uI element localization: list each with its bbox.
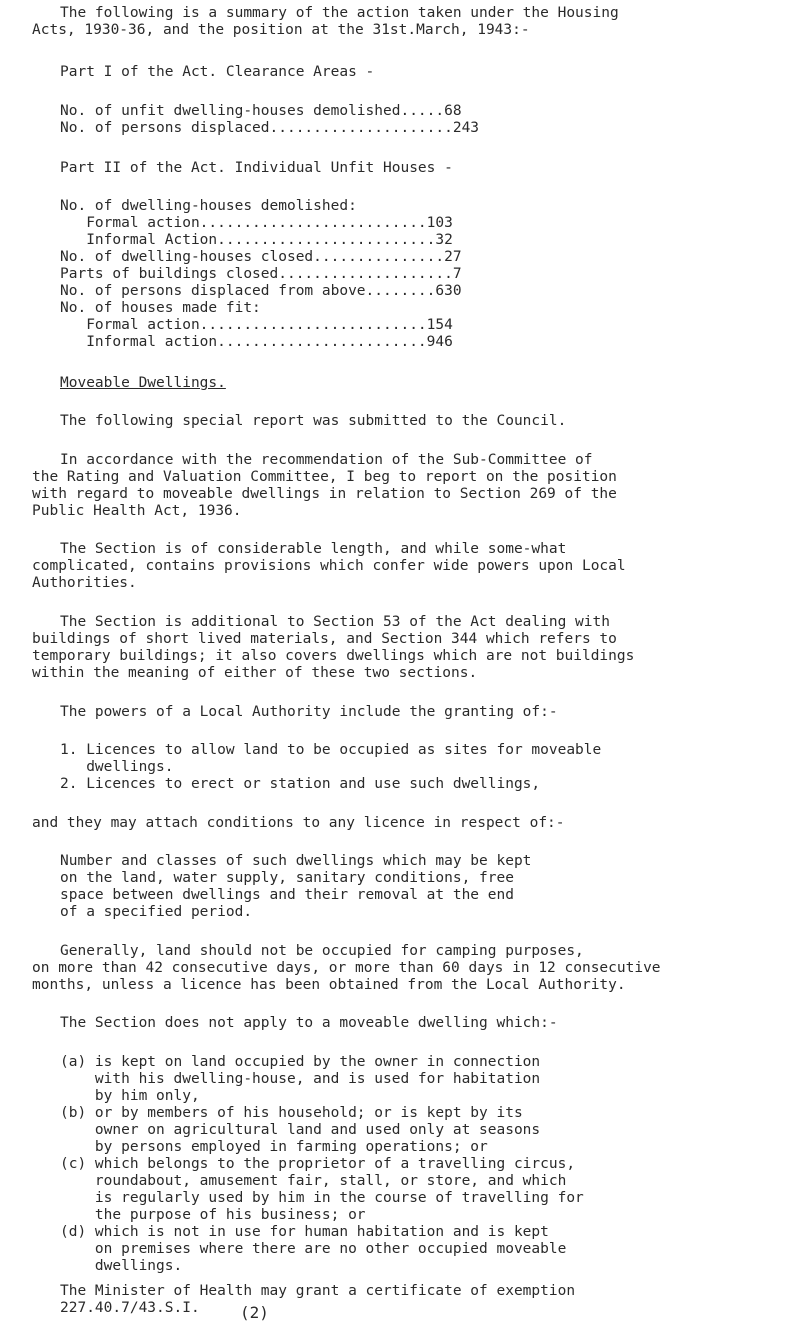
list-item: of a specified period. [60,904,253,920]
paragraph-line: with regard to moveable dwellings in relation to Section 269 of the [32,486,617,502]
list-item: dwellings. [60,759,174,775]
list-item: (c) which belongs to the proprietor of a travelling circus, [60,1156,576,1172]
part2-heading: Part II of the Act. Individual Unfit Houses - [60,160,453,176]
page-number: (2) [240,1303,269,1322]
paragraph-line: Authorities. [32,575,137,591]
list-item: (a) is kept on land occupied by the owner in connection [60,1054,541,1070]
paragraph-line: on more than 42 consecutive days, or more than 60 days in 12 consecutive [32,960,661,976]
paragraph-line: complicated, contains provisions which confer wide powers upon Local [32,558,626,574]
list-item: on the land, water supply, sanitary conditions, free [60,870,514,886]
intro-line-2: Acts, 1930-36, and the position at the 31st.March, 1943:- [32,22,530,38]
list-item: on premises where there are no other occupied moveable [60,1241,567,1257]
intro-line-1: The following is a summary of the action taken under the Housing [60,5,619,21]
list-item: 2. Licences to erect or station and use such dwellings, [60,776,541,792]
paragraph-line: months, unless a licence has been obtained from the Local Authority. [32,977,626,993]
paragraph-line: The Section is of considerable length, and while some-what [60,541,567,557]
paragraph-line: In accordance with the recommendation of the Sub-Committee of [60,452,593,468]
part1-heading: Part I of the Act. Clearance Areas - [60,64,375,80]
list-item: (d) which is not in use for human habitation and is kept [60,1224,549,1240]
paragraph-line: Public Health Act, 1936. [32,503,242,519]
part2-row: No. of dwelling-houses demolished: [60,198,357,214]
list-item: space between dwellings and their removal at the end [60,887,514,903]
part1-row: No. of persons displaced.....................243 [60,120,480,136]
paragraph-line: the Rating and Valuation Committee, I beg to report on the position [32,469,617,485]
part2-row: Informal action........................946 [60,334,453,350]
list-item: roundabout, amusement fair, stall, or store, and which [60,1173,567,1189]
paragraph: and they may attach conditions to any licence in respect of:- [32,815,565,831]
paragraph: The following special report was submitted to the Council. [60,413,567,429]
list-item: by him only, [60,1088,200,1104]
list-item: with his dwelling-house, and is used for habitation [60,1071,541,1087]
paragraph: The Minister of Health may grant a certificate of exemption [60,1283,576,1299]
part2-row: Parts of buildings closed....................7 [60,266,462,282]
list-item: (b) or by members of his household; or is kept by its [60,1105,523,1121]
list-item: dwellings. [60,1258,183,1274]
list-item: 1. Licences to allow land to be occupied as sites for moveable [60,742,602,758]
paragraph: The powers of a Local Authority include the granting of:- [60,704,558,720]
paragraph-line: Generally, land should not be occupied for camping purposes, [60,943,584,959]
list-item: owner on agricultural land and used only at seasons [60,1122,541,1138]
paragraph: The Section does not apply to a moveable dwelling which:- [60,1015,558,1031]
paragraph-line: temporary buildings; it also covers dwellings which are not buildings [32,648,635,664]
list-item: the purpose of his business; or [60,1207,366,1223]
part2-row: Formal action..........................103 [60,215,453,231]
list-item: by persons employed in farming operations; or [60,1139,488,1155]
part2-row: No. of dwelling-houses closed...............27 [60,249,462,265]
part2-row: No. of persons displaced from above........630 [60,283,462,299]
list-item: is regularly used by him in the course of travelling for [60,1190,584,1206]
document-reference: 227.40.7/43.S.I. [60,1300,200,1316]
part2-row: Informal Action.........................32 [60,232,453,248]
part2-row: No. of houses made fit: [60,300,261,316]
paragraph-line: The Section is additional to Section 53 of the Act dealing with [60,614,610,630]
part1-row: No. of unfit dwelling-houses demolished.....68 [60,103,462,119]
part2-row: Formal action..........................154 [60,317,453,333]
paragraph-line: within the meaning of either of these two sections. [32,665,478,681]
list-item: Number and classes of such dwellings which may be kept [60,853,532,869]
paragraph-line: buildings of short lived materials, and Section 344 which refers to [32,631,617,647]
section-heading-moveable: Moveable Dwellings. [60,375,226,391]
